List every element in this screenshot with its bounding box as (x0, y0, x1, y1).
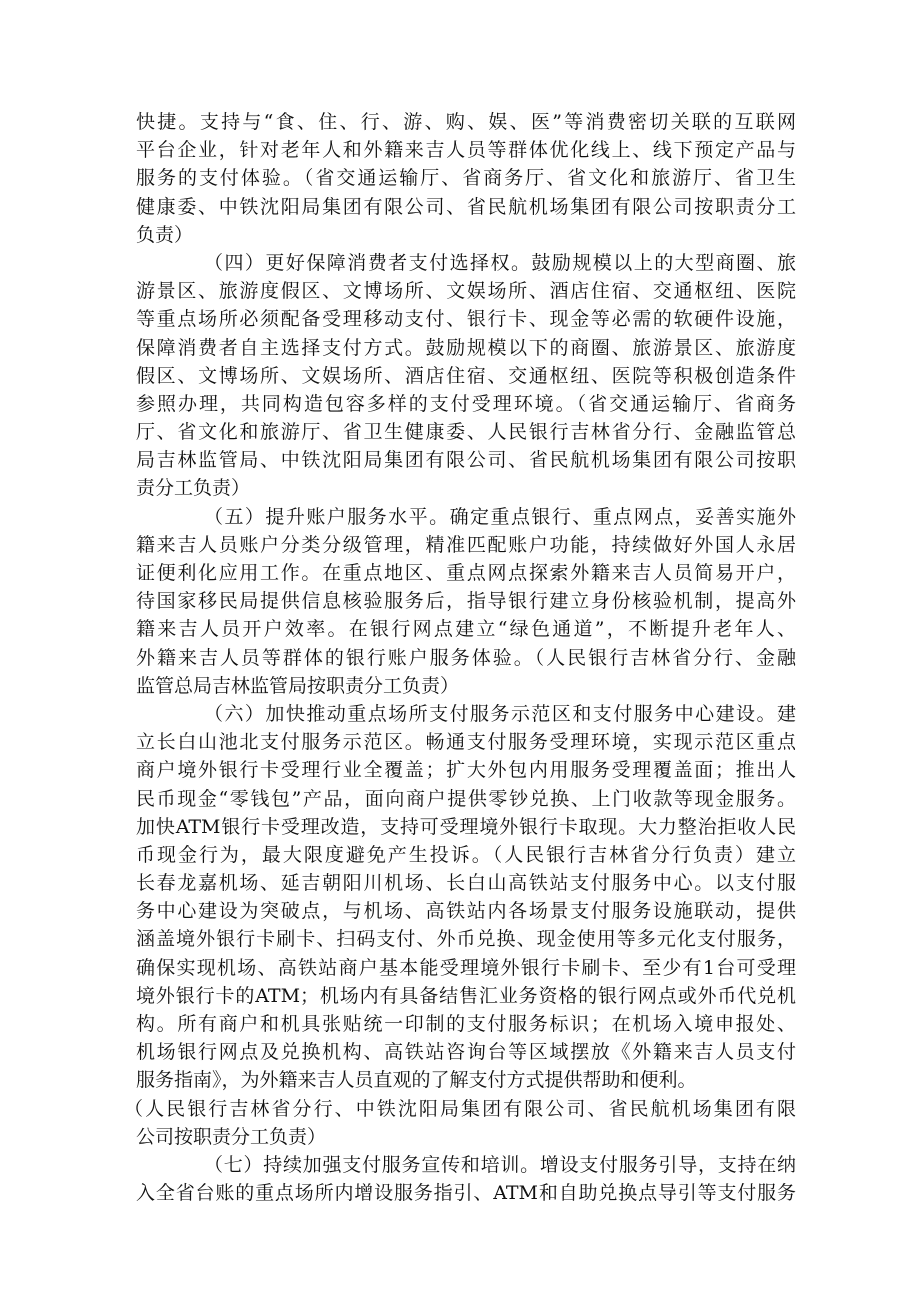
text-line: 服务指南》，为外籍来吉人员直观的了解支付方式提供帮助和便利。 (136, 1069, 697, 1092)
text-line: 涵盖境外银行卡刷卡、扫码支付、外币兑换、现金使用等多元化支付服务， (136, 928, 796, 951)
document-body (124, 108, 796, 1207)
text-line: 长春龙嘉机场、延吉朝阳川机场、长白山高铁站支付服务中心。以支付服 (136, 872, 796, 895)
text-line: 民币现金“零钱包”产品，面向商户提供零钞兑换、上门收款等现金服务。 (136, 787, 796, 810)
text-line: 境外银行卡的ATM；机场内有具备结售汇业务资格的银行网点或外币代兑机 (136, 984, 796, 1007)
text-line: 假区、文博场所、文娱场所、酒店住宿、交通枢纽、医院等积极创造条件 (136, 364, 796, 387)
text-line: 平台企业，针对老年人和外籍来吉人员等群体优化线上、线下预定产品与 (136, 139, 796, 162)
paragraph-heading-5: （五）提升账户服务水平。确定重点银行、重点网点，妥善实施外 (204, 505, 796, 528)
text-line: 外籍来吉人员等群体的银行账户服务体验。（人民银行吉林省分行、金融 (136, 646, 796, 669)
paragraph-heading-4: （四）更好保障消费者支付选择权。鼓励规模以上的大型商圈、旅 (204, 251, 796, 274)
text-line: 监管总局吉林监管局按职责分工负责） (136, 674, 460, 697)
text-line: 游景区、旅游度假区、文博场所、文娱场所、酒店住宿、交通枢纽、医院 (136, 280, 796, 303)
text-line: 局吉林监管局、中铁沈阳局集团有限公司、省民航机场集团有限公司按职 (136, 449, 796, 472)
text-line: 负责） (136, 223, 194, 246)
text-line: 币现金行为，最大限度避免产生投诉。（人民银行吉林省分行负责）建立 (136, 843, 796, 866)
text-line: （人民银行吉林省分行、中铁沈阳局集团有限公司、省民航机场集团有限 (124, 1097, 796, 1120)
paragraph-heading-6: （六）加快推动重点场所支付服务示范区和支付服务中心建设。建 (204, 702, 796, 725)
text-line: 公司按职责分工负责） (136, 1125, 327, 1148)
text-line: 商户境外银行卡受理行业全覆盖；扩大外包内用服务受理覆盖面；推出人 (136, 759, 796, 782)
text-line: 确保实现机场、高铁站商户基本能受理境外银行卡刷卡、至少有1台可受理 (136, 956, 796, 979)
text-line: 立长白山池北支付服务示范区。畅通支付服务受理环境，实现示范区重点 (136, 731, 796, 754)
text-line: 参照办理，共同构造包容多样的支付受理环境。（省交通运输厅、省商务 (136, 392, 796, 415)
text-line: 健康委、中铁沈阳局集团有限公司、省民航机场集团有限公司按职责分工 (136, 195, 796, 218)
text-line: 证便利化应用工作。在重点地区、重点网点探索外籍来吉人员简易开户， (136, 562, 796, 584)
text-line: 厅、省文化和旅游厅、省卫生健康委、人民银行吉林省分行、金融监管总 (136, 421, 796, 444)
text-line: 务中心建设为突破点，与机场、高铁站内各场景支付服务设施联动，提供 (136, 900, 796, 923)
text-line: 入全省台账的重点场所内增设服务指引、ATM和自助兑换点导引等支付服务 (136, 1182, 796, 1205)
text-line: 构。所有商户和机具张贴统一印制的支付服务标识；在机场入境申报处、 (136, 1013, 796, 1035)
text-line: 机场银行网点及兑换机构、高铁站咨询台等区域摆放《外籍来吉人员支付 (136, 1041, 796, 1064)
text-line: 籍来吉人员账户分类分级管理，精准匹配账户功能，持续做好外国人永居 (136, 533, 796, 556)
text-line: 保障消费者自主选择支付方式。鼓励规模以下的商圈、旅游景区、旅游度 (136, 336, 796, 359)
text-line: 待国家移民局提供信息核验服务后，指导银行建立身份核验机制，提高外 (136, 590, 796, 613)
text-line: 责分工负责） (136, 477, 251, 500)
text-line: 籍来吉人员开户效率。在银行网点建立“绿色通道”，不断提升老年人、 (136, 618, 796, 641)
text-line: 服务的支付体验。（省交通运输厅、省商务厅、省文化和旅游厅、省卫生 (136, 167, 796, 190)
text-line: 加快ATM银行卡受理改造，支持可受理境外银行卡取现。大力整治拒收人民 (136, 815, 796, 838)
text-line: 等重点场所必须配备受理移动支付、银行卡、现金等必需的软硬件设施， (136, 308, 796, 331)
text-line: 快捷。支持与“食、住、行、游、购、娱、医”等消费密切关联的互联网 (136, 111, 796, 133)
paragraph-heading-7: （七）持续加强支付服务宣传和培训。增设支付服务引导，支持在纳 (204, 1153, 796, 1176)
